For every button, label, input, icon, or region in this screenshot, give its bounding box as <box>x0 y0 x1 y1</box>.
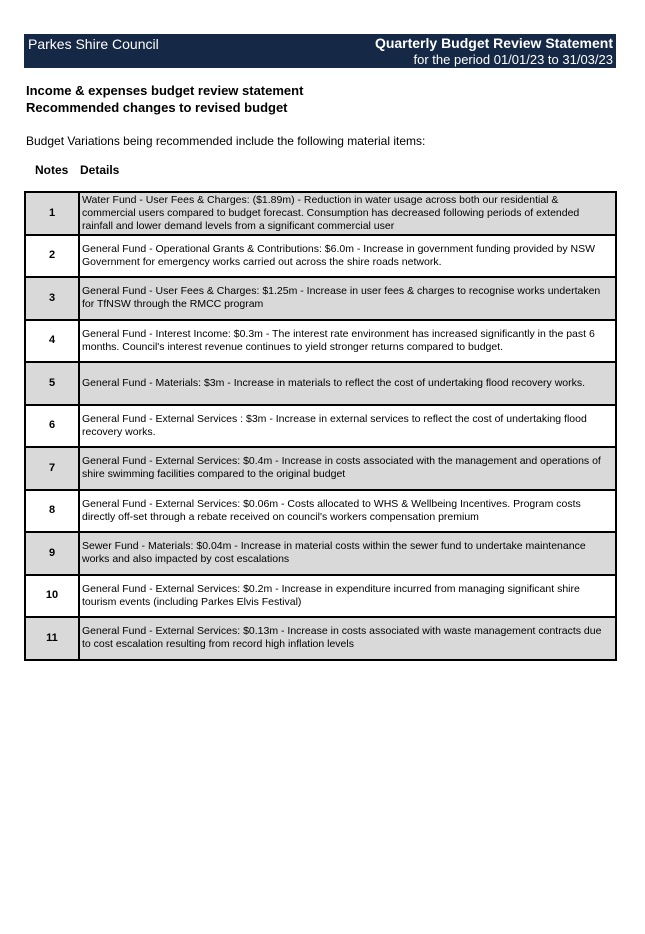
table-row <box>25 532 616 575</box>
table-row <box>25 617 616 660</box>
table-row <box>25 405 616 448</box>
budget-variations-table <box>24 191 617 661</box>
note-number: 11 <box>25 617 79 660</box>
section-subheading: Recommended changes to revised budget <box>26 100 288 115</box>
variation-detail: General Fund - Operational Grants & Contributions: $6.0m - Increase in government funding provided by NSW Government for emergency works carried out across the shire roads network. <box>79 235 616 278</box>
council-name: Parkes Shire Council <box>28 36 159 52</box>
note-number: 7 <box>25 447 79 490</box>
notes-column-header: Notes <box>35 163 69 177</box>
table-row <box>25 575 616 618</box>
report-header-band <box>24 34 616 68</box>
note-number: 5 <box>25 362 79 405</box>
variation-detail: Sewer Fund - Materials: $0.04m - Increase in material costs within the sewer fund to undertake maintenance works and also impacted by cost escalations <box>79 532 616 575</box>
note-number: 4 <box>25 320 79 363</box>
note-number: 2 <box>25 235 79 278</box>
variation-detail: General Fund - User Fees & Charges: $1.25m - Increase in user fees & charges to recognise works undertaken for TfNSW through the RMCC program <box>79 277 616 320</box>
table-row <box>25 362 616 405</box>
variation-detail: General Fund - External Services: $0.2m - Increase in expenditure incurred from managing significant shire tourism events (including Parkes Elvis Festival) <box>79 575 616 618</box>
table-row <box>25 320 616 363</box>
variation-detail: Water Fund - User Fees & Charges: ($1.89m) - Reduction in water usage across both our residential & commercial users compared to budget forecast. Consumption has decreased following periods of extended rainfall and lower demand levels from a significant commercial user <box>79 192 616 235</box>
variation-detail: General Fund - Materials: $3m - Increase in materials to reflect the cost of undertaking flood recovery works. <box>79 362 616 405</box>
note-number: 9 <box>25 532 79 575</box>
note-number: 8 <box>25 490 79 533</box>
table-row <box>25 490 616 533</box>
variation-detail: General Fund - Interest Income: $0.3m - The interest rate environment has increased significantly in the past 6 months. Council's interest revenue continues to yield stronger returns compared to budget. <box>79 320 616 363</box>
note-number: 3 <box>25 277 79 320</box>
table-row <box>25 192 616 235</box>
intro-text: Budget Variations being recommended include the following material items: <box>26 134 426 148</box>
note-number: 6 <box>25 405 79 448</box>
details-column-header: Details <box>80 163 120 177</box>
table-row <box>25 235 616 278</box>
statement-period: for the period 01/01/23 to 31/03/23 <box>413 52 613 67</box>
variation-detail: General Fund - External Services : $3m - Increase in external services to reflect the cost of undertaking flood recovery works. <box>79 405 616 448</box>
note-number: 10 <box>25 575 79 618</box>
note-number: 1 <box>25 192 79 235</box>
variation-detail: General Fund - External Services: $0.13m - Increase in costs associated with waste management contracts due to cost escalation resulting from record high inflation levels <box>79 617 616 660</box>
section-heading: Income & expenses budget review statement <box>26 83 304 98</box>
table-row <box>25 447 616 490</box>
statement-title: Quarterly Budget Review Statement <box>374 35 613 51</box>
variation-detail: General Fund - External Services: $0.06m - Costs allocated to WHS & Wellbeing Incentives. Program costs directly off-set through a rebate received on council's workers compensation premium <box>79 490 616 533</box>
variation-detail: General Fund - External Services: $0.4m - Increase in costs associated with the management and operations of shire swimming facilities compared to the original budget <box>79 447 616 490</box>
table-row <box>25 277 616 320</box>
